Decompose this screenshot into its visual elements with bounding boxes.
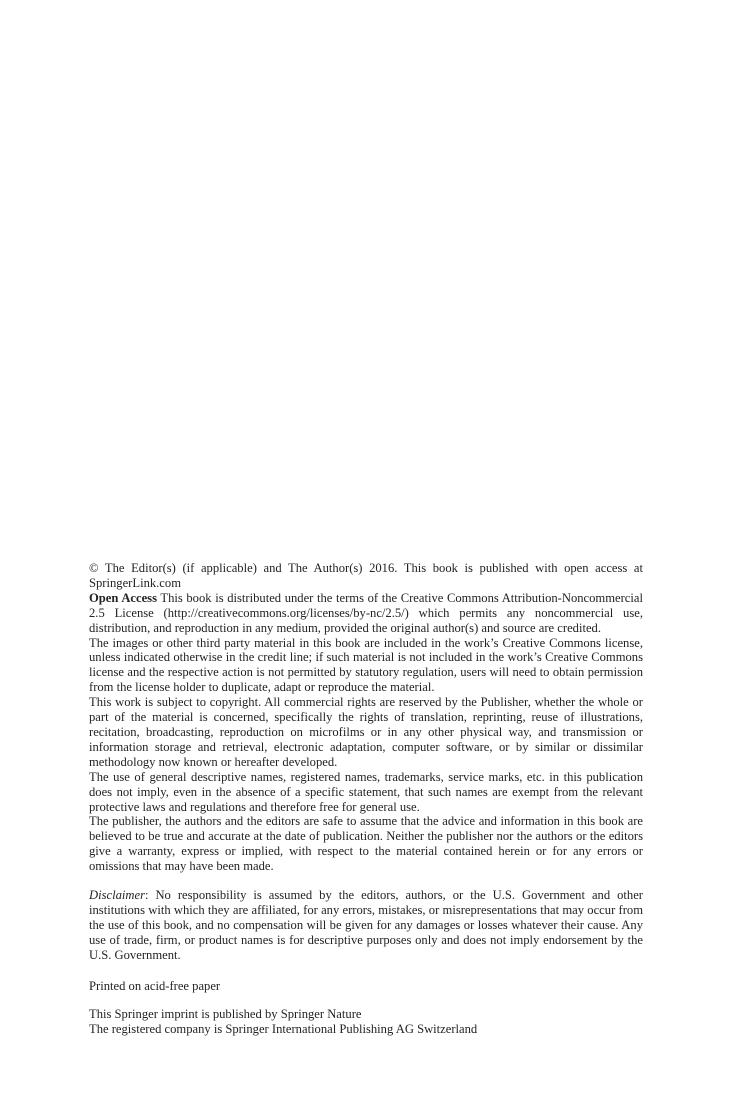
printed-on-paper-line [89, 979, 643, 994]
open-access-text: This book is distributed under the terms of the Creative Commons Attribution-Noncommercial 2.5 License (http://creativecommons.org/licenses/by-nc/2.5/) which permits any noncommercial use, distribution, and reproduction in any medium, provided the original author(s) and source are credited. [89, 590, 643, 635]
copyright-notice-text: © The Editor(s) (if applicable) and The Author(s) 2016. This book is published with open access at SpringerLink.com [89, 561, 643, 590]
open-access-paragraph [89, 591, 643, 636]
subject-to-copyright-text: This work is subject to copyright. All commercial rights are reserved by the Publisher, whether the whole or part of the material is concerned, specifically the rights of translation, reprinting, reuse of illustrations, recitation, broadcasting, reproduction on microfilms or in any other physical way, and transmission or information storage and retrieval, electronic adaptation, computer software, or by similar or dissimilar methodology now known or hereafter developed. [89, 695, 643, 769]
disclaimer-lead: Disclaimer [89, 888, 145, 903]
copyright-notice-paragraph [89, 561, 643, 591]
registered-company-line [89, 1022, 643, 1037]
descriptive-names-text: The use of general descriptive names, registered names, trademarks, service marks, etc. in this publication does not imply, even in the absence of a specific statement, that such names are exempt from the relevant protective laws and regulations and therefore free for general use. [89, 769, 643, 814]
open-access-lead: Open Access [89, 590, 157, 605]
publisher-warranty-paragraph [89, 814, 643, 874]
third-party-material-text: The images or other third party material in this book are included in the work’s Creative Commons license, unless indicated otherwise in the credit line; if such material is not included in the work’s Creative Commons license and the respective action is not permitted by statutory regulation, users will need to obtain permission from the license holder to duplicate, adapt or reproduce the material. [89, 635, 643, 695]
registered-company-text: The registered company is Springer International Publishing AG Switzerland [89, 1022, 478, 1037]
descriptive-names-paragraph [89, 770, 643, 815]
copyright-text-block [89, 561, 643, 1037]
publisher-warranty-text: The publisher, the authors and the editors are safe to assume that the advice and information in this book are believed to be true and accurate at the date of publication. Neither the publisher nor the authors or the editors give a warranty, express or implied, with respect to the material contained herein or for any errors or omissions that may have been made. [89, 814, 643, 874]
disclaimer-text: : No responsibility is assumed by the editors, authors, or the U.S. Government and other institutions with which they are affiliated, for any errors, mistakes, or misrepresentations that may occur from the use of this book, and no compensation will be given for any damages or losses whatever their cause. Any use of trade, firm, or product names is for descriptive purposes only and does not imply endorsement by the U.S. Government. [89, 888, 643, 962]
subject-to-copyright-paragraph [89, 695, 643, 770]
third-party-material-paragraph [89, 636, 643, 696]
springer-imprint-text: This Springer imprint is published by Springer Nature [89, 1007, 362, 1022]
printed-on-paper-text: Printed on acid-free paper [89, 978, 221, 993]
disclaimer-paragraph [89, 888, 643, 963]
springer-imprint-line [89, 1007, 643, 1022]
